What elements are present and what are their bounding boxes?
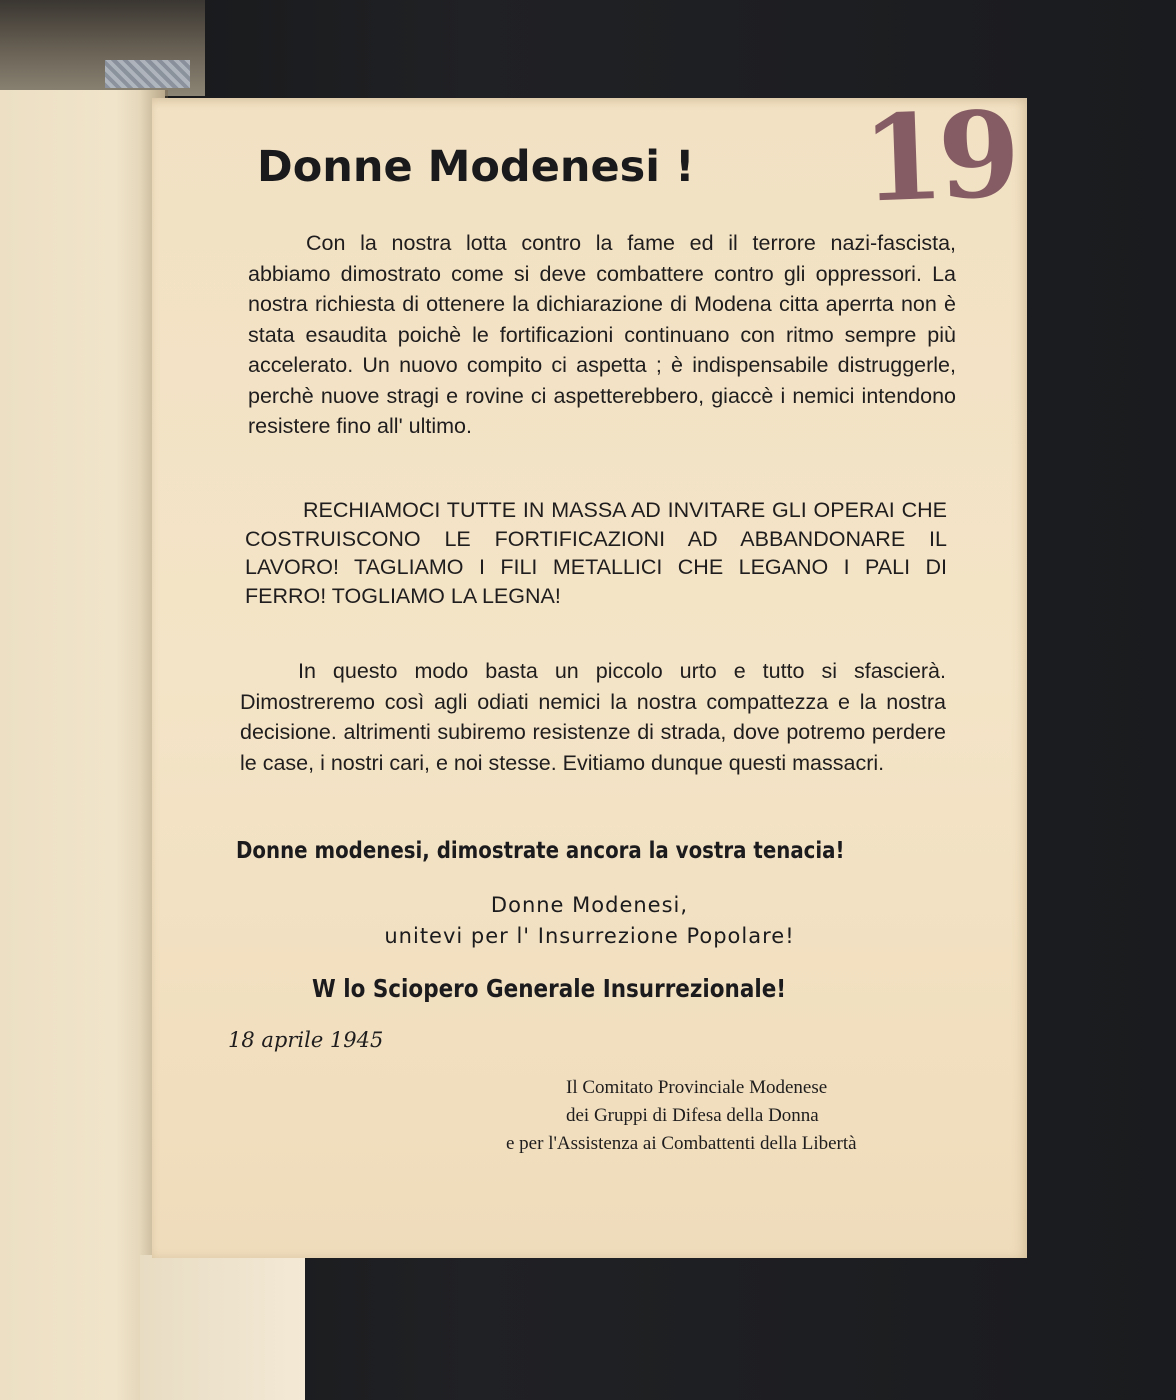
body-paragraph-3 bbox=[240, 656, 946, 778]
signature-line-3: e per l'Assistenza ai Combattenti della Libertà bbox=[506, 1133, 857, 1154]
signature-line-1: Il Comitato Provinciale Modenese bbox=[566, 1077, 828, 1098]
body-paragraph-1-text: Con la nostra lotta contro la fame ed il terrore nazi-fascista, abbiamo dimostrato come si deve combattere contro gli oppressori. La nostra richiesta di ottenere la dichiarazione di Modena citta aperrta non è stata esaudita poichè le fortificazioni continuano con ritmo sempre più accelerato. Un nuovo compito ci aspetta ; è indispensabile distruggerle, perchè nuove stragi e rovine ci aspetterebbero, giaccè i nemici intendono resistere fino all' ultimo. bbox=[248, 231, 956, 438]
book-page-lower bbox=[140, 1255, 305, 1400]
book-cloth-binding bbox=[105, 60, 190, 88]
slogan-donne-modenesi: Donne Modenesi, bbox=[490, 893, 689, 917]
body-paragraph-1 bbox=[248, 228, 956, 442]
body-paragraph-2 bbox=[245, 496, 947, 610]
body-paragraph-2-text: RECHIAMOCI TUTTE IN MASSA AD INVITARE GLI OPERAI CHE COSTRUISCONO LE FORTIFICAZIONI AD ABBANDONARE IL LAVORO! TAGLIAMO I FILI METALLICI CHE LEGANO I PALI DI FERRO! TOGLIAMO LA LEGNA! bbox=[245, 498, 947, 608]
slogan-tenacia: Donne modenesi, dimostrate ancora la vostra tenacia! bbox=[236, 838, 845, 864]
leaflet-date: 18 aprile 1945 bbox=[228, 1028, 384, 1052]
archive-stamp-number: 19 bbox=[859, 84, 1017, 229]
leaflet-sheet bbox=[152, 84, 1027, 1258]
leaflet-title: Donne Modenesi ! bbox=[257, 142, 695, 192]
signature-block bbox=[482, 1074, 962, 1158]
signature-line-2: dei Gruppi di Difesa della Donna bbox=[566, 1105, 819, 1126]
slogan-sciopero: W lo Sciopero Generale Insurrezionale! bbox=[312, 974, 787, 1003]
slogan-insurrezione: unitevi per l' Insurrezione Popolare! bbox=[384, 924, 795, 948]
body-paragraph-3-text: In questo modo basta un piccolo urto e tutto si sfascierà. Dimostreremo così agli odiati nemici la nostra compattezza e la nostra decisione. altrimenti subiremo resistenze di strada, dove potremo perdere le case, i nostri cari, e noi stesse. Evitiamo dunque questi massacri. bbox=[240, 659, 946, 775]
